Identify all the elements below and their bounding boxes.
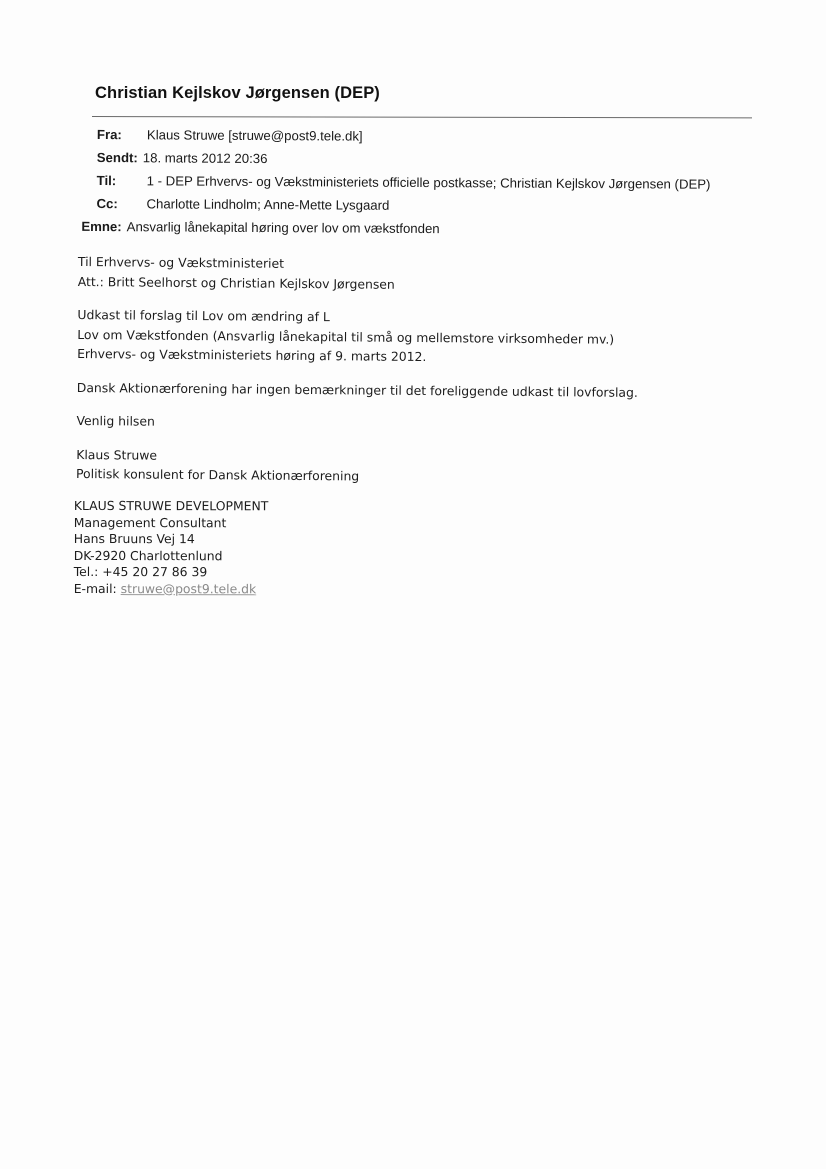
contact-city: DK-2920 Charlottenlund bbox=[73, 546, 223, 563]
email-link[interactable]: struwe@post9.tele.dk bbox=[120, 580, 257, 596]
recipient-line: Til Erhvervs- og Vækstministeriet bbox=[77, 253, 285, 271]
email-header-fields bbox=[81, 123, 775, 242]
email-label: E-mail: bbox=[73, 579, 121, 596]
subject-block bbox=[77, 305, 777, 370]
signature-block bbox=[76, 444, 776, 489]
contact-title: Management Consultant bbox=[73, 513, 227, 530]
header-row-subject bbox=[81, 215, 774, 242]
cc-value: Charlotte Lindholm; Anne-Mette Lysgaard bbox=[146, 196, 390, 213]
from-value: Klaus Struwe [struwe@post9.tele.dk] bbox=[146, 127, 363, 144]
recipient-block bbox=[78, 252, 778, 297]
subject-value: Ansvarlig lånekapital høring over lov om vækstfonden bbox=[126, 219, 440, 237]
email-body bbox=[75, 252, 778, 603]
closing-line: Venlig hilsen bbox=[76, 412, 155, 429]
statement-line: Dansk Aktionærforening har ingen bemærkninger til det foreliggende udkast til lovforslag. bbox=[76, 379, 638, 400]
header-divider bbox=[92, 116, 752, 118]
attention-line: Att.: Britt Seelhorst og Christian Kejlskov Jørgensen bbox=[77, 273, 395, 292]
contact-company: KLAUS STRUWE DEVELOPMENT bbox=[73, 497, 269, 513]
sent-value: 18. marts 2012 20:36 bbox=[142, 150, 268, 167]
contact-block bbox=[74, 497, 776, 597]
subject-line-2: Lov om Vækstfonden (Ansvarlig lånekapital til små og mellemstore virksomheder mv.) bbox=[77, 326, 615, 347]
contact-street: Hans Bruuns Vej 14 bbox=[73, 530, 195, 546]
subject-line-3: Erhvervs- og Vækstministeriets høring af 9. marts 2012. bbox=[77, 345, 427, 365]
to-value: 1 - DEP Erhvervs- og Vækstministeriets officielle postkasse; Christian Kejlskov Jørgensen (DEP) bbox=[146, 173, 711, 192]
subject-label: Emne: bbox=[81, 218, 122, 235]
from-label: Fra: bbox=[96, 127, 122, 143]
signature-name: Klaus Struwe bbox=[76, 446, 158, 463]
sent-label: Sendt: bbox=[96, 150, 138, 166]
sender-name-heading: Christian Kejlskov Jørgensen (DEP) bbox=[95, 84, 380, 102]
contact-phone: Tel.: +45 20 27 86 39 bbox=[73, 563, 208, 579]
signature-title: Politisk konsulent for Dansk Aktionærforening bbox=[76, 465, 360, 484]
to-label: Til: bbox=[96, 173, 117, 189]
cc-label: Cc: bbox=[96, 196, 118, 212]
subject-line-1: Udkast til forslag til Lov om ændring af L bbox=[77, 306, 330, 325]
contact-email-line bbox=[74, 580, 776, 598]
